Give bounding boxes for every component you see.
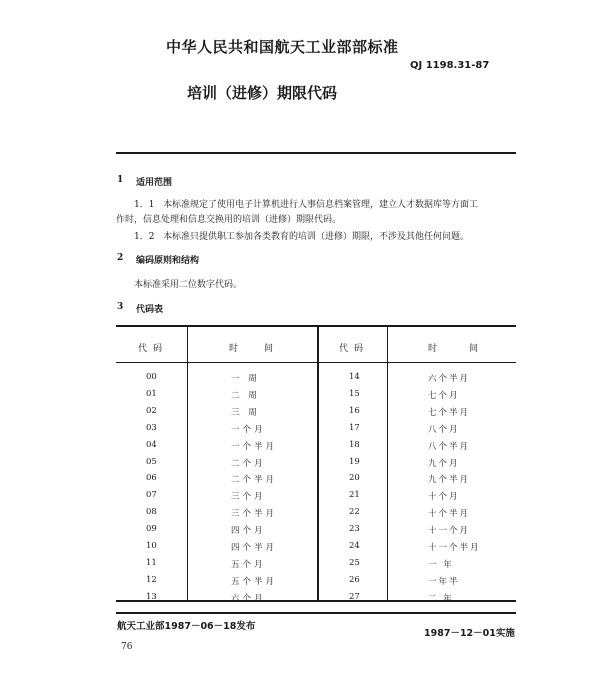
right-time-cell: 十个月 bbox=[428, 492, 460, 503]
left-code-cell: 08 bbox=[146, 507, 157, 518]
right-time-cell: 二 年 bbox=[428, 593, 454, 604]
right-code-cell: 18 bbox=[349, 439, 360, 450]
table-header-rule bbox=[116, 362, 516, 363]
left-code-cell: 13 bbox=[146, 591, 157, 602]
org-standard-heading: 中华人民共和国航天工业部部标准 bbox=[166, 38, 399, 56]
right-code-cell: 16 bbox=[349, 405, 360, 416]
header-time-left bbox=[229, 341, 300, 354]
left-time-cell: 二 周 bbox=[231, 390, 260, 401]
left-code-cell: 03 bbox=[146, 422, 157, 433]
left-time-cell: 四个月 bbox=[231, 526, 266, 537]
left-time-cell: 三个月 bbox=[231, 492, 266, 503]
page-number: 76 bbox=[121, 642, 133, 652]
header-code-right: 代码 bbox=[339, 344, 370, 354]
left-time-cell: 五个半月 bbox=[231, 576, 278, 587]
left-code-cell: 10 bbox=[146, 541, 157, 551]
right-code-cell: 15 bbox=[349, 388, 360, 399]
header-code-left: 代码 bbox=[138, 344, 169, 354]
right-time-cell: 八个半月 bbox=[428, 441, 471, 452]
left-code-cell: 07 bbox=[146, 490, 157, 501]
section-3-number: 3 bbox=[117, 302, 124, 312]
clause-1-2-number: 1．2 bbox=[134, 232, 155, 242]
standard-number: QJ 1198.31-87 bbox=[410, 60, 490, 71]
left-time-cell: 二个半月 bbox=[231, 475, 278, 486]
left-code-cell: 12 bbox=[146, 574, 157, 585]
clause-1-1-line2: 作时，信息处理和信息交换用的培训（进修）期限代码。 bbox=[116, 215, 342, 225]
section-1-title: 适用范围 bbox=[136, 178, 173, 188]
right-time-cell: 八个月 bbox=[428, 424, 460, 435]
left-time-cell: 三 周 bbox=[231, 407, 260, 418]
header-time-left-text: 时间 bbox=[229, 344, 300, 354]
right-time-cell: 十一个月 bbox=[428, 526, 471, 537]
table-divider-1 bbox=[187, 325, 188, 600]
left-code-cell: 06 bbox=[146, 473, 157, 484]
table-divider-2 bbox=[317, 325, 319, 600]
table-top-rule bbox=[116, 325, 516, 327]
right-time-cell: 十个半月 bbox=[428, 509, 471, 520]
right-code-cell: 14 bbox=[349, 372, 360, 382]
right-code-cell: 19 bbox=[349, 456, 360, 467]
right-code-cell: 21 bbox=[349, 490, 360, 501]
left-code-cell: 11 bbox=[146, 557, 157, 568]
section-3-title: 代码表 bbox=[136, 305, 164, 315]
right-time-cell: 一年半 bbox=[428, 576, 460, 587]
left-time-cell: 一 周 bbox=[231, 374, 260, 384]
clause-1-2-text: 本标准只提供职工参加各类教育的培训（进修）期限，不涉及其他任何问题。 bbox=[163, 232, 470, 242]
left-code-cell: 09 bbox=[146, 524, 157, 535]
left-time-cell: 三个半月 bbox=[231, 509, 278, 520]
section-2-title: 编码原则和结构 bbox=[136, 256, 200, 266]
left-time-cell: 二个月 bbox=[231, 458, 266, 469]
header-time-right bbox=[428, 341, 511, 354]
left-code-cell: 00 bbox=[146, 372, 157, 382]
right-time-cell: 十一个半月 bbox=[428, 543, 481, 553]
left-code-cell: 02 bbox=[146, 405, 157, 416]
left-code-cell: 05 bbox=[146, 456, 157, 467]
section-1-number: 1 bbox=[117, 175, 124, 185]
right-code-cell: 24 bbox=[349, 541, 360, 551]
section-2-text: 本标准采用二位数字代码。 bbox=[134, 280, 243, 290]
right-time-cell: 七个月 bbox=[428, 390, 460, 401]
right-time-cell: 九个半月 bbox=[428, 475, 471, 486]
table-divider-3 bbox=[387, 325, 388, 600]
right-time-cell: 九个月 bbox=[428, 458, 460, 469]
right-code-cell: 22 bbox=[349, 507, 360, 518]
left-time-cell: 六个月 bbox=[231, 593, 266, 604]
right-code-cell: 25 bbox=[349, 557, 360, 568]
left-time-cell: 五个月 bbox=[231, 559, 266, 570]
clause-1-1-line1: 本标准规定了使用电子计算机进行人事信息档案管理，建立人才数据库等方面工 bbox=[163, 200, 479, 210]
right-time-cell: 六个半月 bbox=[428, 374, 471, 384]
clause-1-1-number: 1．1 bbox=[134, 200, 155, 210]
left-time-cell: 一个半月 bbox=[231, 441, 278, 452]
left-code-cell: 01 bbox=[146, 388, 157, 399]
right-code-cell: 17 bbox=[349, 422, 360, 433]
right-code-cell: 20 bbox=[349, 473, 360, 484]
right-code-cell: 26 bbox=[349, 574, 360, 585]
right-code-cell: 27 bbox=[349, 591, 360, 602]
right-time-cell: 一 年 bbox=[428, 559, 454, 570]
issue-date: 航天工业部1987－06－18发布 bbox=[117, 621, 256, 632]
right-time-cell: 七个半月 bbox=[428, 407, 471, 418]
footer-rule bbox=[116, 612, 516, 614]
left-code-cell: 04 bbox=[146, 439, 157, 450]
left-time-cell: 四个半月 bbox=[231, 543, 278, 553]
section-2-number: 2 bbox=[117, 253, 124, 263]
left-time-cell: 一个月 bbox=[231, 424, 266, 435]
header-time-right-text: 时间 bbox=[428, 344, 511, 354]
document-title: 培训（进修）期限代码 bbox=[187, 84, 338, 102]
right-code-cell: 23 bbox=[349, 524, 360, 535]
table-bottom-rule bbox=[116, 600, 516, 602]
effective-date: 1987－12－01实施 bbox=[424, 628, 515, 639]
